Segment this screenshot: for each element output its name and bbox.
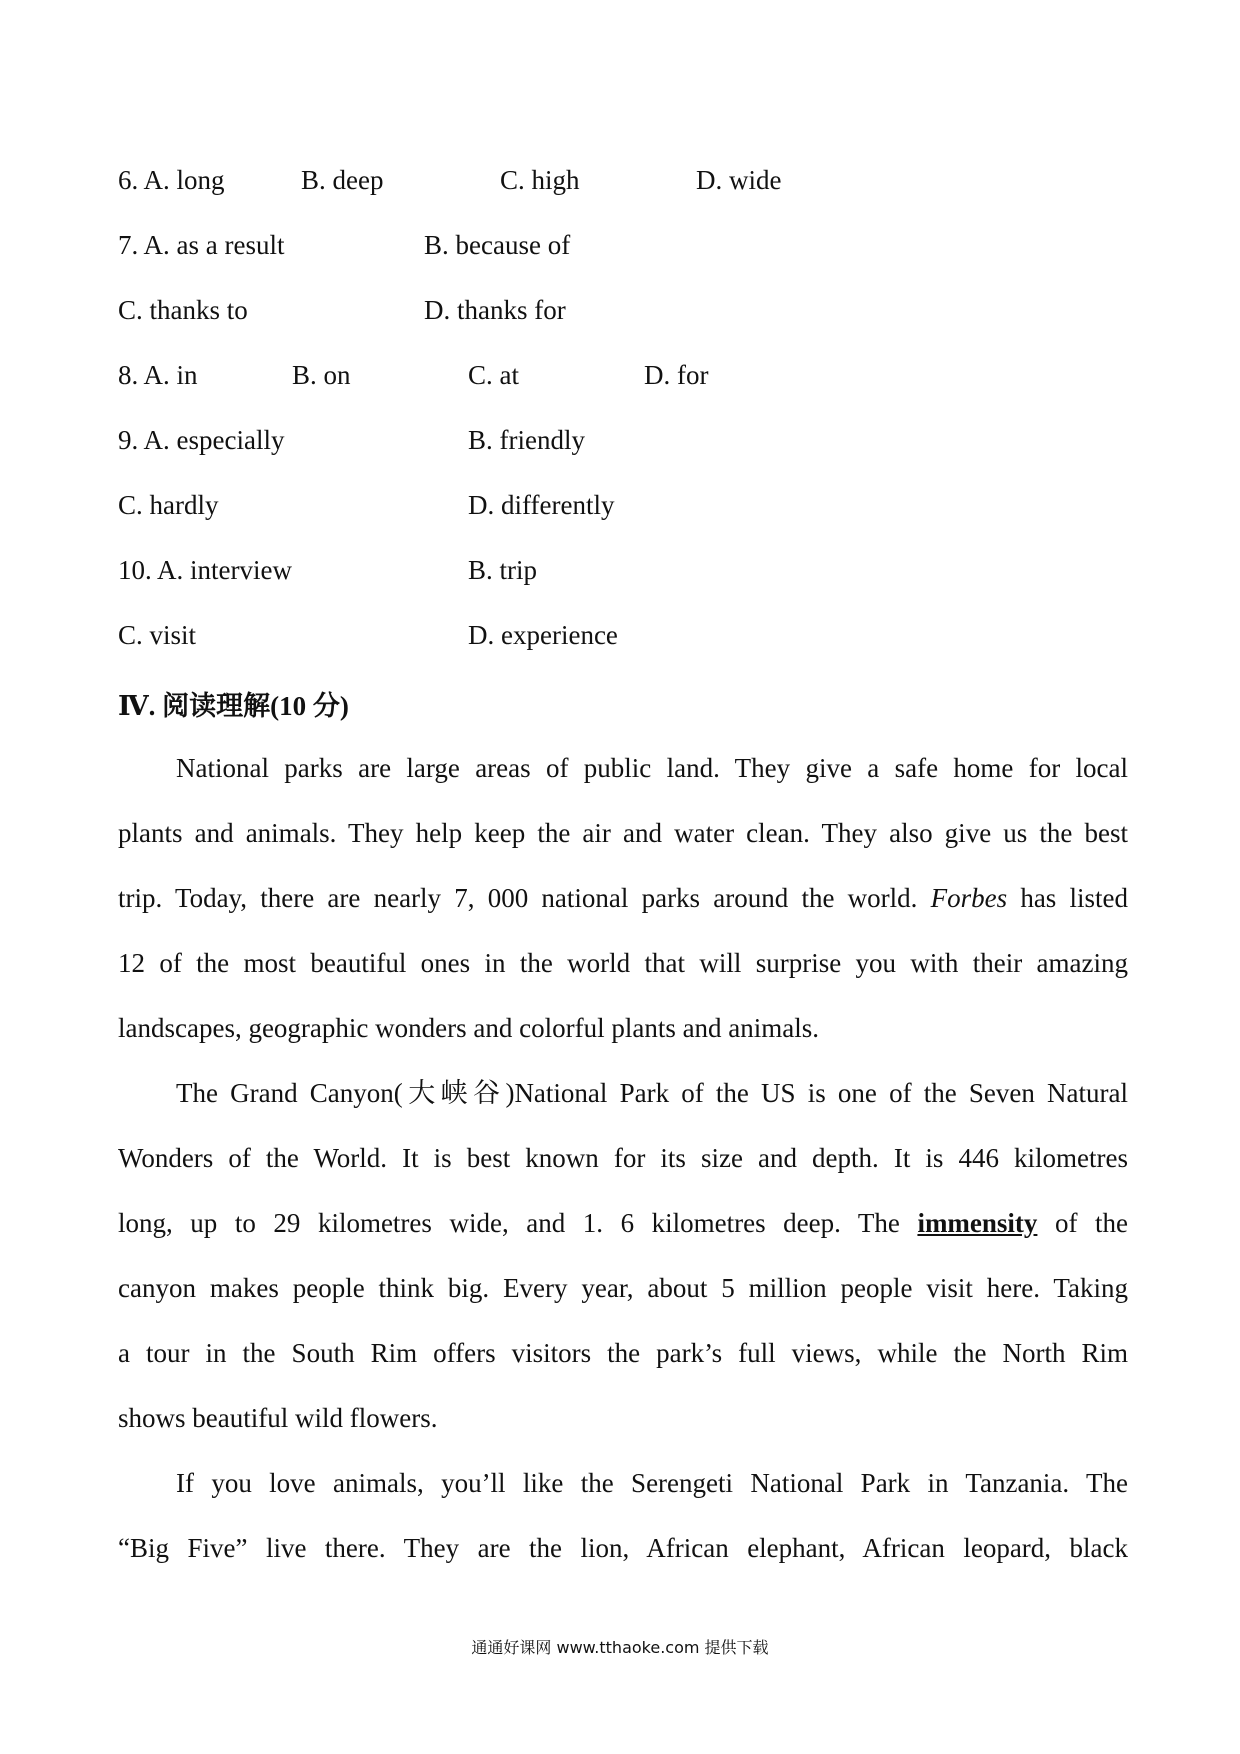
option-6c: C. high [500,165,580,195]
option-8b: B. on [292,360,351,390]
option-8d: D. for [644,360,709,390]
passage-line: shows beautiful wild flowers. [118,1403,438,1433]
passage-text: of the [1054,1208,1128,1238]
passage-line: 12 of the most beautiful ones in the world that will surprise you with their amazing [118,948,1128,978]
option-6d: D. wide [696,165,782,195]
option-9c: C. hardly [118,490,219,520]
option-8a: 8. A. in [118,360,198,390]
passage-line: a tour in the South Rim offers visitors the park’s full views, while the North Rim [118,1338,1128,1368]
passage-line: The Grand Canyon(大峡谷)National Park of the US is one of the Seven Natural [176,1078,1128,1108]
option-10a: 10. A. interview [118,555,292,585]
section-heading: Ⅳ. 阅读理解(10 分) [118,691,349,721]
option-10c: C. visit [118,620,197,650]
passage-line: National parks are large areas of public land. They give a safe home for local [176,753,1128,783]
page-footer: 通通好课网 www.tthaoke.com 提供下载 [471,1638,769,1657]
option-9b: B. friendly [468,425,585,455]
forbes-italic: Forbes [930,883,1008,913]
passage-text: long, up to 29 kilometres wide, and 1. 6 kilometres deep. The [118,1208,900,1238]
passage-line: If you love animals, you’ll like the Serengeti National Park in Tanzania. The [176,1468,1128,1498]
passage-text: trip. Today, there are nearly 7, 000 national parks around the world. [118,883,918,913]
passage-line [118,1205,1128,1241]
option-6a: 6. A. long [118,165,225,195]
passage-line: “Big Five” live there. They are the lion, African elephant, African leopard, black [118,1533,1128,1563]
passage-line: landscapes, geographic wonders and colorful plants and animals. [118,1013,820,1043]
underlined-word: immensity [917,1208,1038,1238]
passage-line [118,880,1128,916]
passage-line: Wonders of the World. It is best known for its size and depth. It is 446 kilometres [118,1143,1128,1173]
passage-text: has listed [1020,883,1129,913]
option-7c: C. thanks to [118,295,248,325]
passage-line: canyon makes people think big. Every year, about 5 million people visit here. Taking [118,1273,1128,1303]
option-9a: 9. A. especially [118,425,285,455]
option-7a: 7. A. as a result [118,230,285,260]
passage-line: plants and animals. They help keep the air and water clean. They also give us the best [118,818,1128,848]
option-6b: B. deep [301,165,384,195]
option-9d: D. differently [468,490,615,520]
option-7b: B. because of [424,230,571,260]
option-10d: D. experience [468,620,618,650]
option-8c: C. at [468,360,519,390]
option-7d: D. thanks for [424,295,566,325]
option-10b: B. trip [468,555,538,585]
